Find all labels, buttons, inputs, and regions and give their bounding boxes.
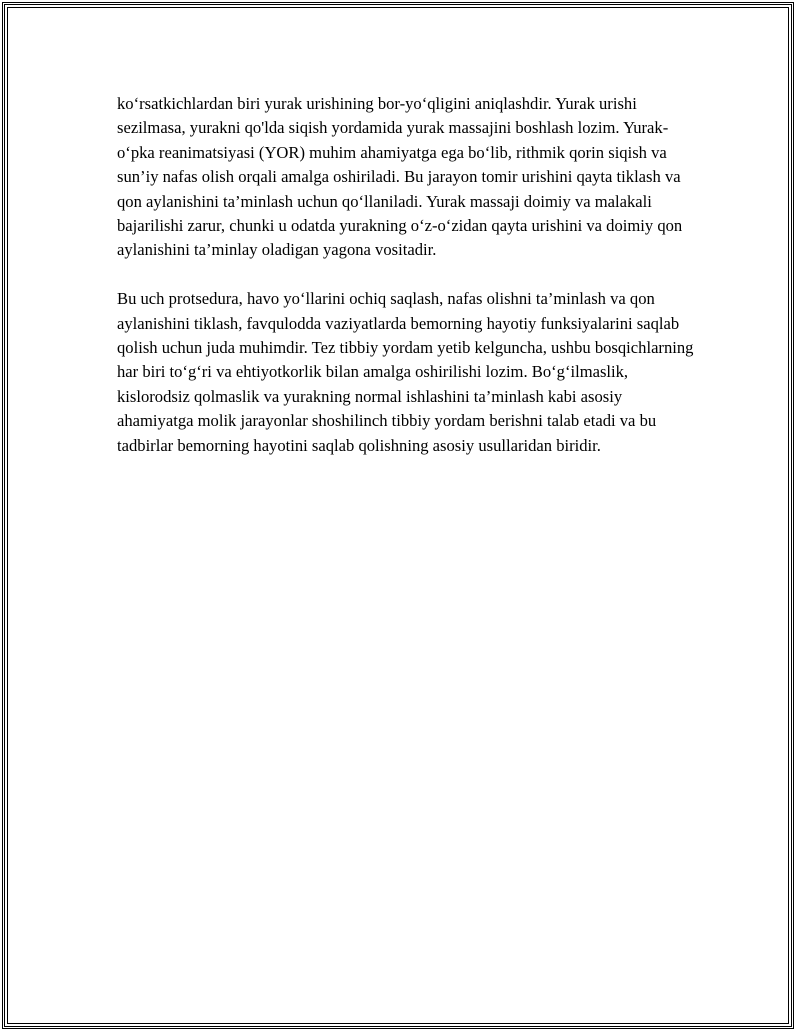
paragraph-1: ko‘rsatkichlardan biri yurak urishining bor-yo‘qligini aniqlashdir. Yurak urishi sezilmasa, yurakni qo'lda siqish yordamida yurak massajini boshlash lozim. Yurak-o‘pka reanimatsiyasi (YOR) muhim ahamiyatga ega bo‘lib, rithmik qorin siqish va sun’iy nafas olish orqali amalga oshiriladi. Bu jarayon tomir urishini qayta tiklash va qon aylanishini ta’minlash uchun qo‘llaniladi. Yurak massaji doimiy va malakali bajarilishi zarur, chunki u odatda yurakning o‘z-o‘zidan qayta urishini va doimiy qon aylanishini ta’minlay oladigan yagona vositadir. xyxy=(117,94,683,260)
paragraph-2: Bu uch protsedura, havo yo‘llarini ochiq saqlash, nafas olishni ta’minlash va qon aylanishini tiklash, favqulodda vaziyatlarda bemorning hayotiy funksiyalarini saqlab qolish uchun juda muhimdir. Tez tibbiy yordam yetib kelguncha, ushbu bosqichlarning har biri to‘g‘ri va ehtiyotkorlik bilan amalga oshirilishi lozim. Bo‘g‘ilmaslik, kislorodsiz qolmaslik va yurakning normal ishlashini ta’minlash kabi asosiy ahamiyatga molik jarayonlar shoshilinch tibbiy yordam berishni talab etadi va bu tadbirlar bemorning hayotini saqlab qolishning asosiy usullaridan biridir. xyxy=(117,289,694,455)
document-body xyxy=(117,92,697,458)
